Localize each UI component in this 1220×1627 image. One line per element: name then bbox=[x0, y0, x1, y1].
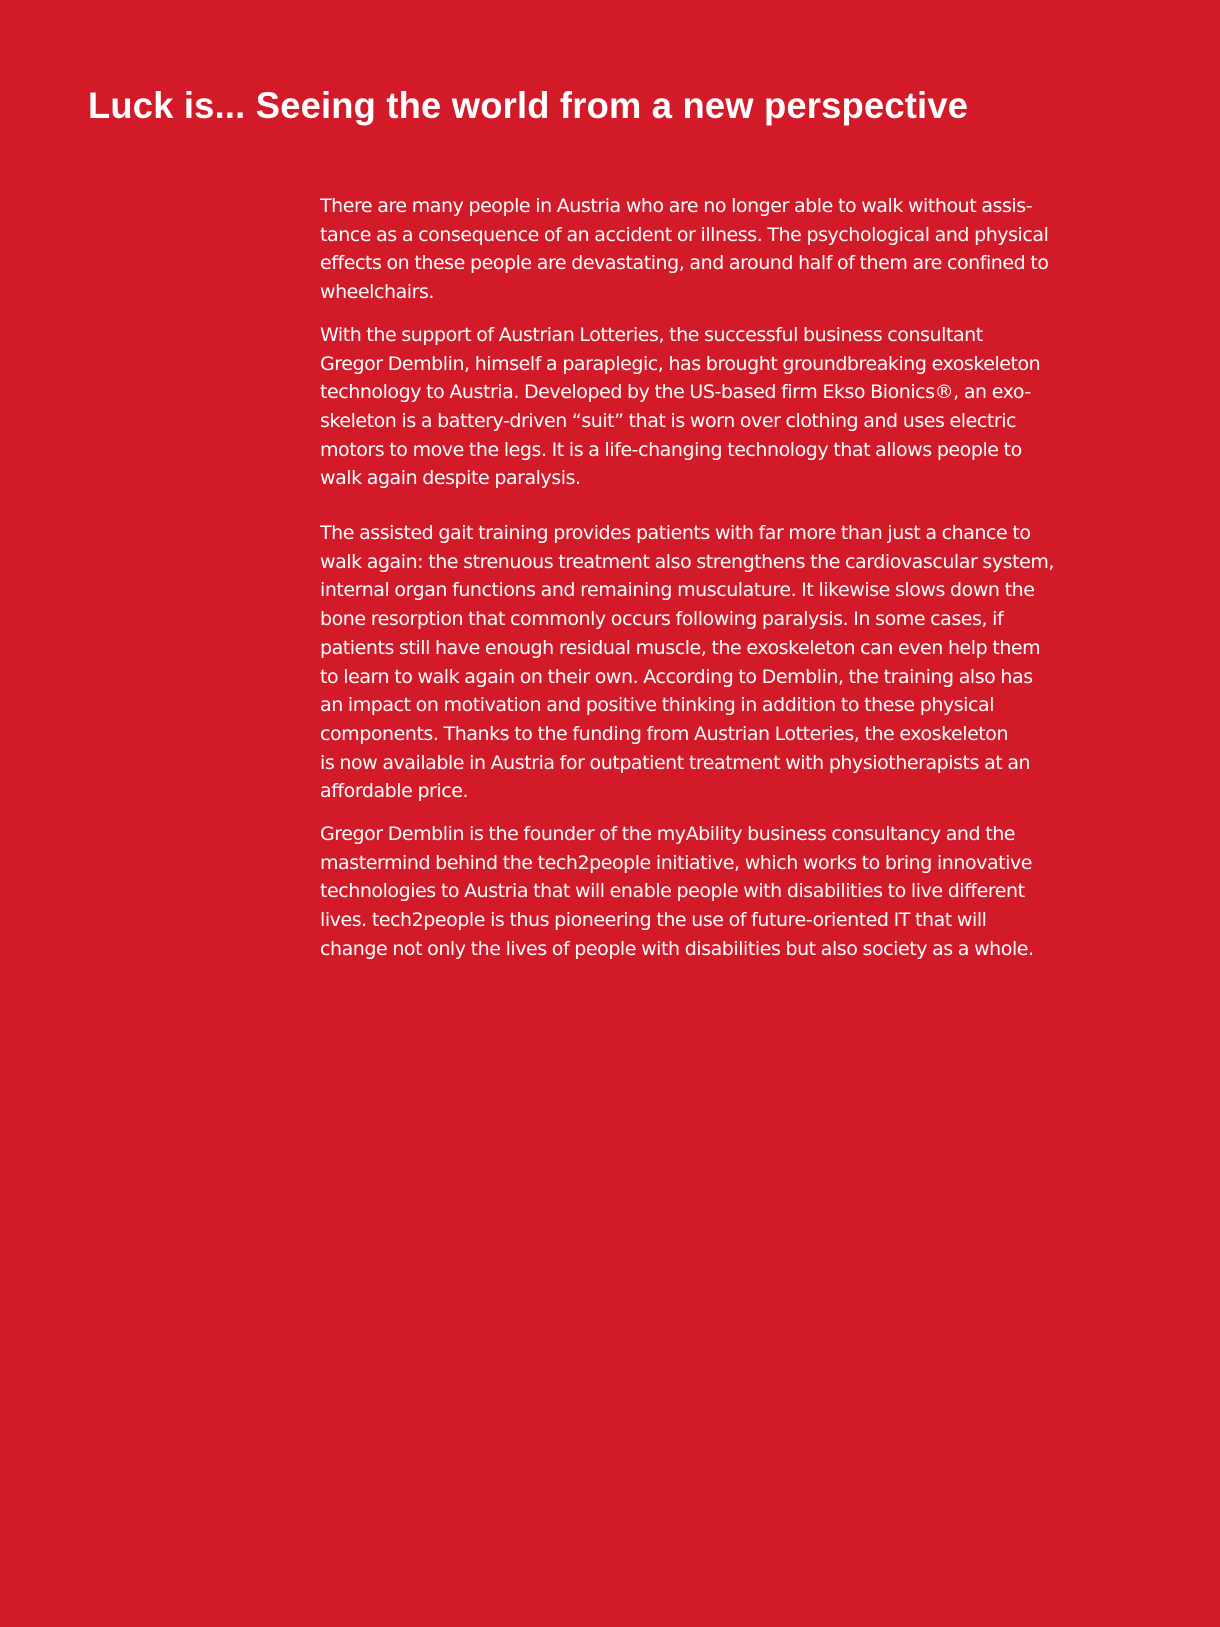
text-line: With the support of Austrian Lotteries, the successful business consultant bbox=[320, 323, 983, 346]
text-line: skeleton is a battery-driven “suit” that is worn over clothing and uses electric bbox=[320, 409, 1017, 432]
paragraph-1 bbox=[320, 192, 1080, 307]
text-line: lives. tech2people is thus pioneering the use of future-oriented IT that will bbox=[320, 909, 987, 932]
text-line: to learn to walk again on their own. According to Demblin, the training also has bbox=[320, 665, 1033, 688]
paragraph-2 bbox=[320, 321, 1080, 493]
text-line: tance as a consequence of an accident or illness. The psychological and physical bbox=[320, 223, 1049, 246]
text-line: internal organ functions and remaining musculature. It likewise slows down the bbox=[320, 579, 1035, 602]
text-line: technology to Austria. Developed by the US-based firm Ekso Bionics®, an exo- bbox=[320, 381, 1031, 404]
text-line: change not only the lives of people with disabilities but also society as a whole. bbox=[320, 937, 1034, 960]
text-line: wheelchairs. bbox=[320, 281, 434, 304]
text-line: bone resorption that commonly occurs following paralysis. In some cases, if bbox=[320, 608, 1004, 631]
text-line: technologies to Austria that will enable people with disabilities to live different bbox=[320, 880, 1025, 903]
text-line: The assisted gait training provides patients with far more than just a chance to bbox=[320, 522, 1031, 545]
text-line: Gregor Demblin, himself a paraplegic, has brought groundbreaking exoskeleton bbox=[320, 352, 1041, 375]
page-title: Luck is... Seeing the world from a new perspective bbox=[88, 85, 969, 126]
article-body bbox=[320, 192, 1080, 986]
text-line: walk again despite paralysis. bbox=[320, 467, 581, 490]
text-line: walk again: the strenuous treatment also strengthens the cardiovascular system, bbox=[320, 550, 1054, 573]
text-line: effects on these people are devastating, and around half of them are confined to bbox=[320, 252, 1049, 275]
text-line: mastermind behind the tech2people initiative, which works to bring innovative bbox=[320, 851, 1032, 874]
paragraph-3 bbox=[320, 519, 1080, 806]
text-line: components. Thanks to the funding from Austrian Lotteries, the exoskeleton bbox=[320, 722, 1009, 745]
paragraph-4 bbox=[320, 820, 1080, 964]
text-line: patients still have enough residual muscle, the exoskeleton can even help them bbox=[320, 636, 1041, 659]
text-line: There are many people in Austria who are no longer able to walk without assis- bbox=[320, 195, 1033, 217]
text-line: motors to move the legs. It is a life-changing technology that allows people to bbox=[320, 438, 1022, 461]
text-line: Gregor Demblin is the founder of the myAbility business consultancy and the bbox=[320, 823, 1016, 846]
text-line: an impact on motivation and positive thinking in addition to these physical bbox=[320, 694, 995, 717]
text-line: is now available in Austria for outpatient treatment with physiotherapists at an bbox=[320, 751, 1031, 774]
text-line: affordable price. bbox=[320, 780, 469, 803]
